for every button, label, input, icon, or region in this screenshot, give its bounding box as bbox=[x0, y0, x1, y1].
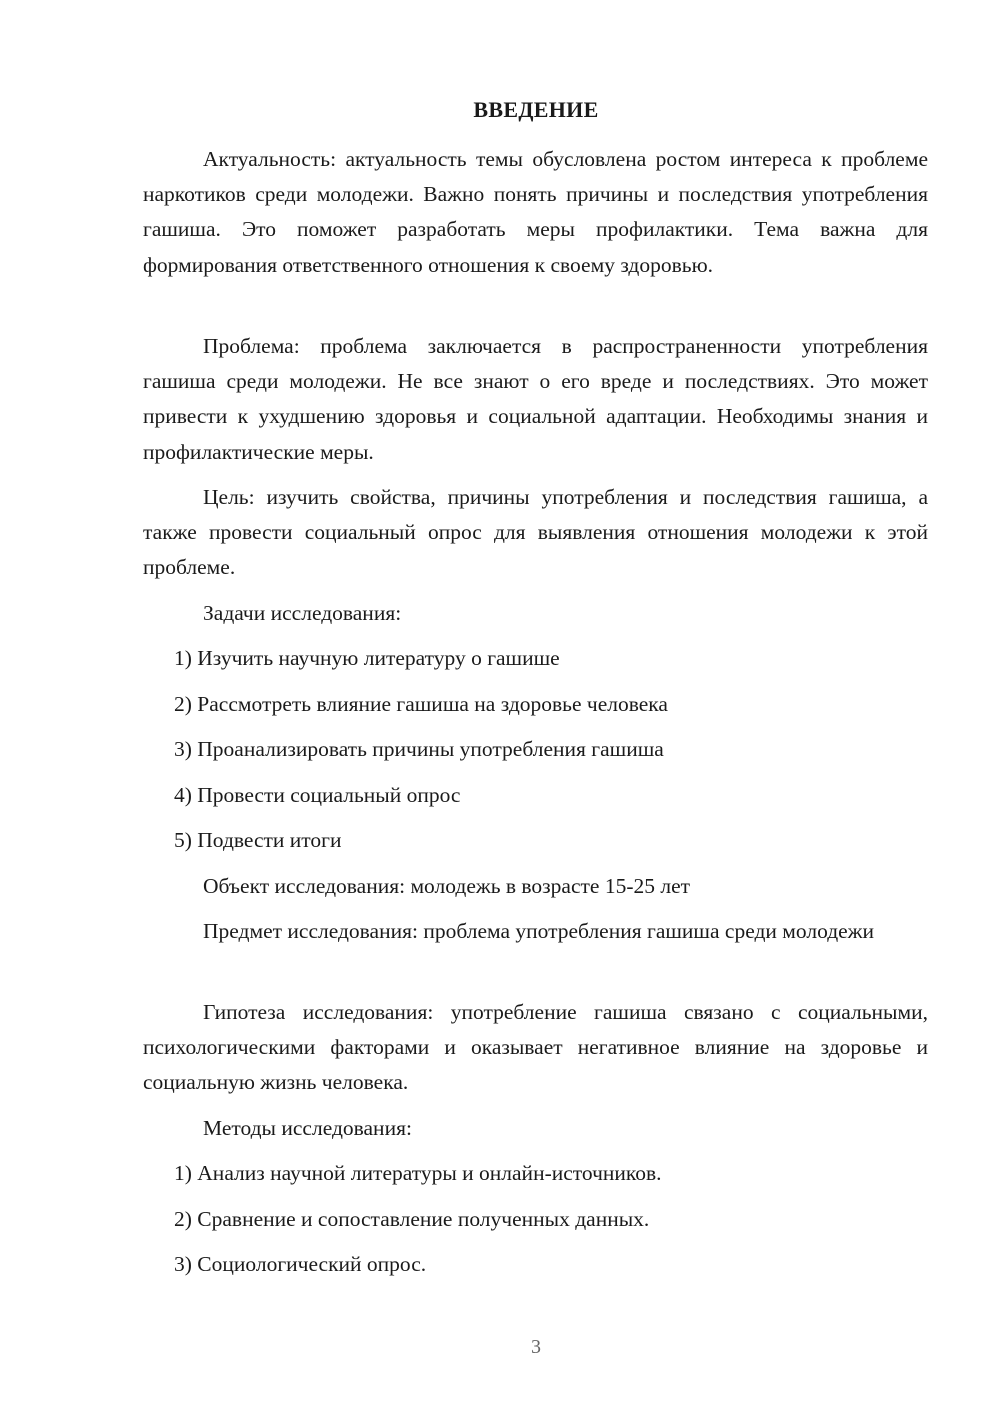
research-subject-paragraph: Предмет исследования: проблема употребления гашиша среди молодежи bbox=[203, 919, 875, 943]
task-item: 3) Проанализировать причины употребления гашиша bbox=[174, 737, 664, 761]
hypothesis-paragraph: Гипотеза исследования: употребление гашиша связано с социальными, психологическими факторами и оказывает негативное влияние на здоровье и социальную жизнь человека. bbox=[143, 1000, 928, 1095]
research-object: Объект исследования: молодежь в возрасте 15-25 лет bbox=[203, 874, 691, 898]
relevance-paragraph: Актуальность: актуальность темы обусловлена ростом интереса к проблеме наркотиков среди молодежи. Важно понять причины и последствия употребления гашиша. Это поможет разработать меры профилактики. Тема важна для формирования ответственного отношения к своему здоровью. bbox=[143, 147, 928, 277]
task-item: 1) Изучить научную литературу о гашише bbox=[174, 646, 560, 670]
page-number: 3 bbox=[531, 1336, 541, 1358]
method-item: 2) Сравнение и сопоставление полученных данных. bbox=[174, 1207, 650, 1231]
problem-paragraph: Проблема: проблема заключается в распространенности употребления гашиша среди молодежи. Не все знают о его вреде и последствиях. Это может привести к ухудшению здоровья и социальной адаптации. Необходимы знания и профилактические меры. bbox=[143, 334, 928, 464]
method-item: 1) Анализ научной литературы и онлайн-источников. bbox=[174, 1161, 662, 1185]
method-item: 3) Социологический опрос. bbox=[174, 1252, 427, 1276]
task-item: 4) Провести социальный опрос bbox=[174, 783, 461, 807]
tasks-title: Задачи исследования: bbox=[203, 601, 402, 625]
section-heading-text: ВВЕДЕНИЕ bbox=[473, 97, 599, 122]
task-item: 2) Рассмотреть влияние гашиша на здоровье человека bbox=[174, 692, 668, 716]
methods-title: Методы исследования: bbox=[203, 1116, 412, 1140]
task-item: 5) Подвести итоги bbox=[174, 828, 342, 852]
goal-paragraph: Цель: изучить свойства, причины употребления и последствия гашиша, а также провести социальный опрос для выявления отношения молодежи к этой проблеме. bbox=[143, 485, 928, 580]
section-heading bbox=[0, 95, 1000, 125]
